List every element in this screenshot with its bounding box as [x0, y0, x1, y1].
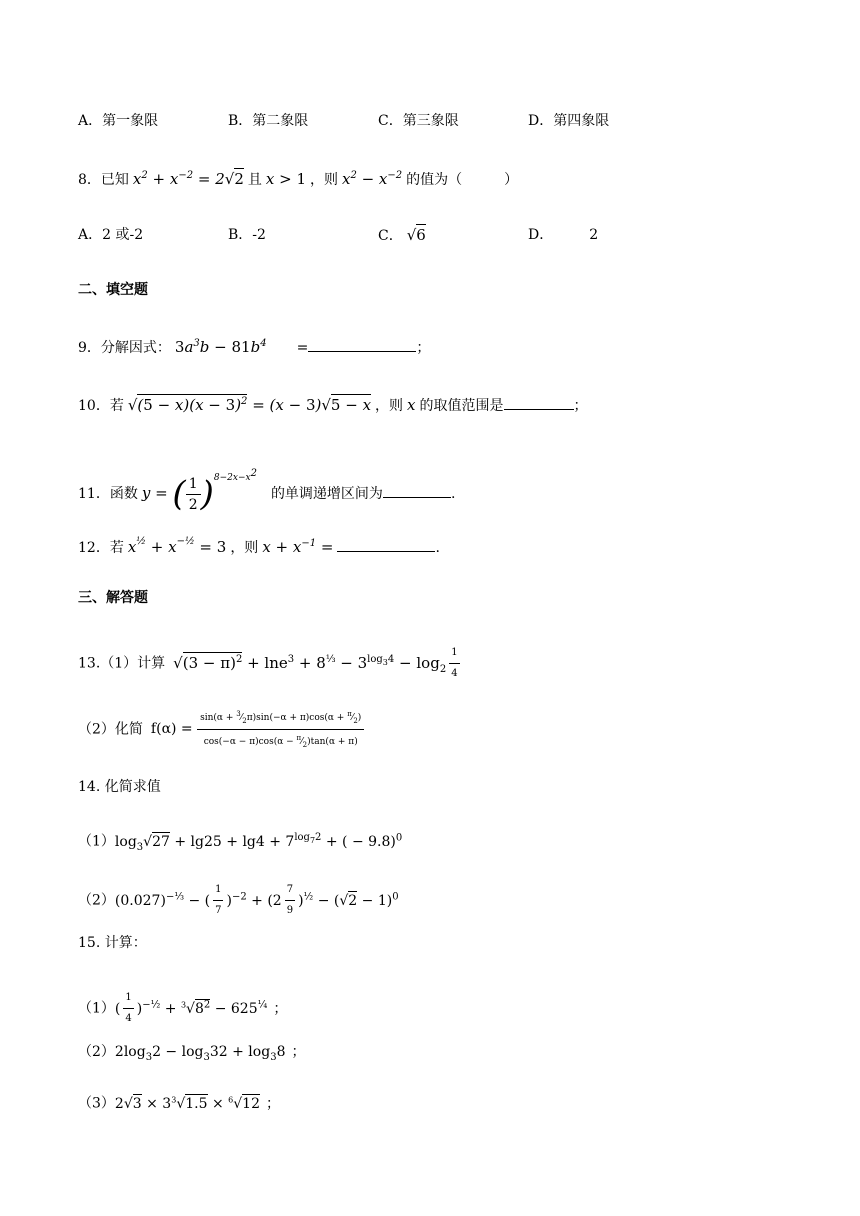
question-14-title: 14. 化简求值 [78, 779, 161, 795]
q8-target-expr: $x^2 - x^{-2}$ [341, 170, 403, 188]
q8-option-d: D． 2 [528, 227, 599, 243]
q10-mid: ，则 [375, 398, 404, 414]
q10-blank[interactable] [504, 395, 574, 410]
q7-option-b: B．第二象限 [228, 113, 309, 129]
question-14-part-2 [78, 880, 399, 921]
q15-p1-end: ； [273, 1000, 288, 1017]
q15-p1-label: （1） [78, 1000, 115, 1017]
q10-number: 10．若 [78, 398, 124, 414]
q15-expr-1: ( $\frac{1}{4}$ )$^{-\frac{1}{2}} + ^3√8^2 - 625^{\frac{1}{4}}$ [115, 1001, 267, 1017]
section-fill-in: 二、填空题 [78, 282, 148, 298]
q14-expr-1: $\log_3√27 + \lg 25 + \lg 4 + 7^{log_72}$ + ( − 9.8)$^0$ [114, 832, 403, 853]
q8-condition: x > 1 [265, 170, 306, 188]
q11-end: . [450, 486, 456, 502]
q11-blank[interactable] [383, 483, 451, 498]
q12-target: $x + x^{-1}$ = [262, 538, 334, 556]
q8-cond-text: 且 [247, 172, 262, 188]
q15-p2-label: （2） [78, 1044, 115, 1060]
question-14-part-1 [78, 828, 402, 857]
q13-number: 13.（1）计算 [78, 655, 166, 672]
q15-p3-end: ； [265, 1095, 280, 1112]
question-15-part-2 [78, 1042, 305, 1068]
question-15-part-1 [78, 988, 287, 1029]
q15-expr-3: $2√3 \times 3^3√1.5 \times ^6√12$ [114, 1095, 260, 1112]
q7-option-d: D．第四象限 [528, 113, 610, 129]
q11-number: 11．函数 [78, 486, 138, 502]
q8-then-text: ，则 [309, 172, 338, 188]
q12-number: 12．若 [78, 540, 124, 556]
question-15-title: 15. 计算： [78, 935, 147, 951]
q13-expr-2: f(α) = $\frac{\sin(\alpha + ^3⁄_2\pi)\sin(-\alpha + \pi)\cos(\alpha + ^\pi⁄_2)}{\cos(-\alpha - \pi)\cos(\alpha - ^\pi⁄_2)\tan(\alpha + \pi)}$ [151, 721, 364, 737]
q9-expr: $3a^3b - 81b^4$ [174, 338, 267, 356]
q15-p3-label: （3） [78, 1095, 115, 1112]
q12-end: . [435, 540, 440, 556]
q10-end: ； [573, 398, 588, 414]
question-12 [78, 532, 440, 558]
question-9 [78, 334, 430, 358]
q7-option-a: A．第一象限 [78, 113, 159, 129]
q15-expr-2: $2\log_32 - \log_332 + \log_38$ [114, 1044, 286, 1063]
q14-expr-2: $(0.027)^{-\frac{1}{3}}$ − ( $\frac{1}{7}$ )$^{-2}$ + (2 $\frac{7}{9}$ )$^{\frac{1}{2}} - (√2 - 1)^0$ [115, 893, 399, 909]
question-11 [78, 452, 456, 514]
question-10 [78, 392, 588, 416]
q14-p2-label: （2） [78, 892, 115, 909]
q8-tail: 的值为（ ） [406, 172, 519, 188]
q12-blank[interactable] [337, 537, 435, 552]
q7-option-c: C．第三象限 [378, 113, 459, 129]
question-15-part-3 [78, 1090, 280, 1114]
q9-end: ； [416, 340, 431, 356]
question-13-part-2 [78, 706, 364, 749]
q14-p1-label: （1） [78, 833, 115, 850]
q12-expr: $x^{\frac{1}{2}} + x^{-\frac{1}{2}} = 3$ [127, 536, 227, 556]
q8-equation: $x^2 + x^{-2} = 2√2$ [132, 170, 244, 188]
question-8 [78, 166, 518, 190]
q13-expr-1: $√(3 - \pi)^2 + \ln e^3 + 8^{\frac{1}{3}} - 3^{log_34} - \log_2$ $\frac{1}{4}$ [173, 654, 462, 672]
question-13-part-1 [78, 643, 467, 684]
q10-tail: 的取值范围是 [419, 398, 504, 414]
q9-number: 9．分解因式： [78, 340, 171, 356]
q8-option-b: B．-2 [228, 227, 266, 243]
q9-blank[interactable] [308, 337, 416, 352]
section-answer: 三、解答题 [78, 590, 148, 606]
q11-tail: 的单调递增区间为 [270, 486, 383, 502]
q15-p2-end: ； [291, 1044, 306, 1060]
q13-part2-label: （2）化简 [78, 721, 143, 738]
q12-mid: ，则 [230, 540, 259, 556]
q8-option-a: A．2 或-2 [78, 227, 144, 243]
q8-option-c: C． √6 [378, 226, 426, 244]
q8-number: 8．已知 [78, 172, 129, 188]
q10-var: x [407, 396, 416, 414]
q9-eq: = [296, 340, 309, 356]
q11-expr: y = ( $\frac{1}{2}$ )$^{8-2x-x^2}$ [141, 468, 257, 514]
q10-expr: $√(5 - x)(x - 3)^2 = (x - 3)√5 - x$ [127, 396, 372, 414]
